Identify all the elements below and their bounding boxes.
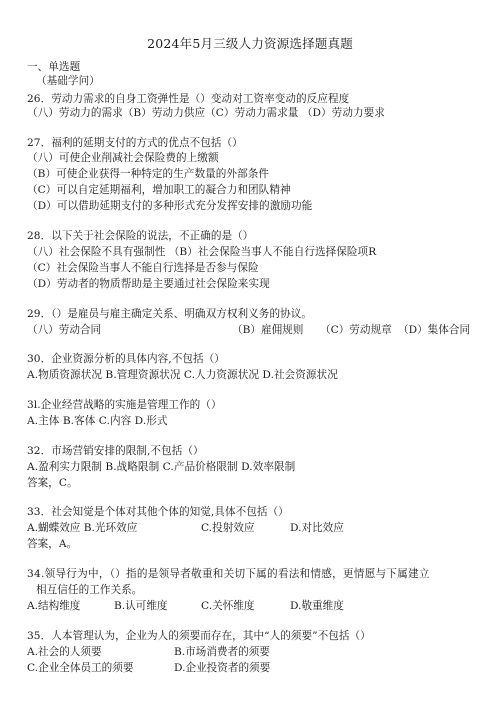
question-33-option-d: D.对比效应 — [290, 522, 344, 534]
question-27-option-b: （B）可使企业获得一种特定的生产数量的外部条件 — [27, 168, 269, 180]
question-28-options-ab: （八）社会保险不具有强制性 （B）社会保险当事人不能自行选择保险项R — [27, 246, 377, 258]
page-title: 2024年5月三级人力资源选择题真题 — [147, 36, 353, 51]
question-29-option-a: （八）劳动合同 — [27, 324, 102, 336]
question-35-option-c: C.企业全体员工的须要 — [27, 662, 134, 674]
question-30-options: A.物质资源状况 B.管理资源状况 C.人力资源状况 D.社会资源状况 — [27, 369, 338, 381]
question-29-option-b: （B）雇佣规则 — [232, 324, 304, 336]
question-26-options: （八）劳动力的需求（B）劳动力供应（C）劳动力需求量 （D）劳动力要求 — [27, 107, 385, 119]
question-33-answer: 答案，A。 — [27, 538, 78, 550]
question-34-stem-line2: 相互信任的工作关系。 — [36, 584, 143, 596]
question-31-stem: 3l.企业经营战略的实施是管理工作的（） — [27, 399, 222, 411]
question-29-option-c: （C）劳动规章 — [320, 324, 392, 336]
question-35-stem: 35．人本管理认为，企业为人的须要而存在，其中“人的须要”不包括（） — [27, 630, 371, 642]
question-32-answer: 答案，C。 — [27, 477, 78, 489]
question-34-option-b: B.认可维度 — [114, 600, 168, 612]
question-35-option-b: B.市场消费者的须要 — [174, 646, 270, 658]
question-27-option-c: （C）可以自定延期福利，增加职工的凝合力和团队精神 — [27, 184, 291, 196]
question-35-option-a: A.社会的人须要 — [27, 646, 102, 658]
question-33-stem: 33．社会知觉是个体对其他个体的知觉,具体不包括（） — [27, 506, 289, 518]
question-34-option-d: D.敬重维度 — [290, 600, 344, 612]
question-34-option-c: C.关怀维度 — [201, 600, 255, 612]
question-34-option-a: A.结构维度 — [27, 600, 81, 612]
question-33-option-c: C.投射效应 — [201, 522, 255, 534]
question-28-stem: 28．以下关于社会保险的说法，不正确的是（） — [27, 230, 254, 242]
question-28-option-d: （D）劳动者的物质帮助是主要通过社会保险来实现 — [27, 278, 270, 290]
question-29-stem: 29．（）是雇员与雇主确定关系、明确双方权利义务的协议。 — [27, 308, 313, 320]
question-32-options: A.盈利实力限制 B.战略限制 C.产品价格限制 D.效率限制 — [27, 461, 296, 473]
question-35-option-d: D.企业投资者的须要 — [174, 662, 271, 674]
question-32-stem: 32．市场营销安排的限制,不包括（） — [27, 445, 204, 457]
question-27-option-d: （D）可以借助延期支付的多种形式充分发挥安排的激励功能 — [27, 200, 313, 212]
question-29-option-d: （D）集体合同 — [398, 324, 471, 336]
question-27-option-a: （八）可使企业削减社会保险费的上缴额 — [27, 152, 219, 164]
question-30-stem: 30．企业资源分析的具体内容,不包括（） — [27, 353, 225, 365]
question-26-stem: 26．劳动力需求的自身工资弹性是（）变动对工资率变动的反应程度 — [27, 93, 350, 105]
question-31-options: A.主体 B.客体 C.内容 D.形式 — [27, 415, 168, 427]
subsection-heading: （基础学问） — [36, 75, 100, 87]
question-33-options-ab: A.蝴蝶效应 B.光环效应 — [27, 522, 138, 534]
section-heading: 一、单选题 — [27, 61, 81, 73]
question-27-stem: 27．福利的延期支付的方式的优点不包括（） — [27, 137, 243, 149]
question-28-option-c: （C）社会保险当事人不能自行选择是否参与保险 — [27, 262, 259, 274]
question-34-stem-line1: 34.领导行为中，（）指的是领导者敬重和关切下属的看法和情感，更情愿与下属建立 — [27, 568, 430, 580]
